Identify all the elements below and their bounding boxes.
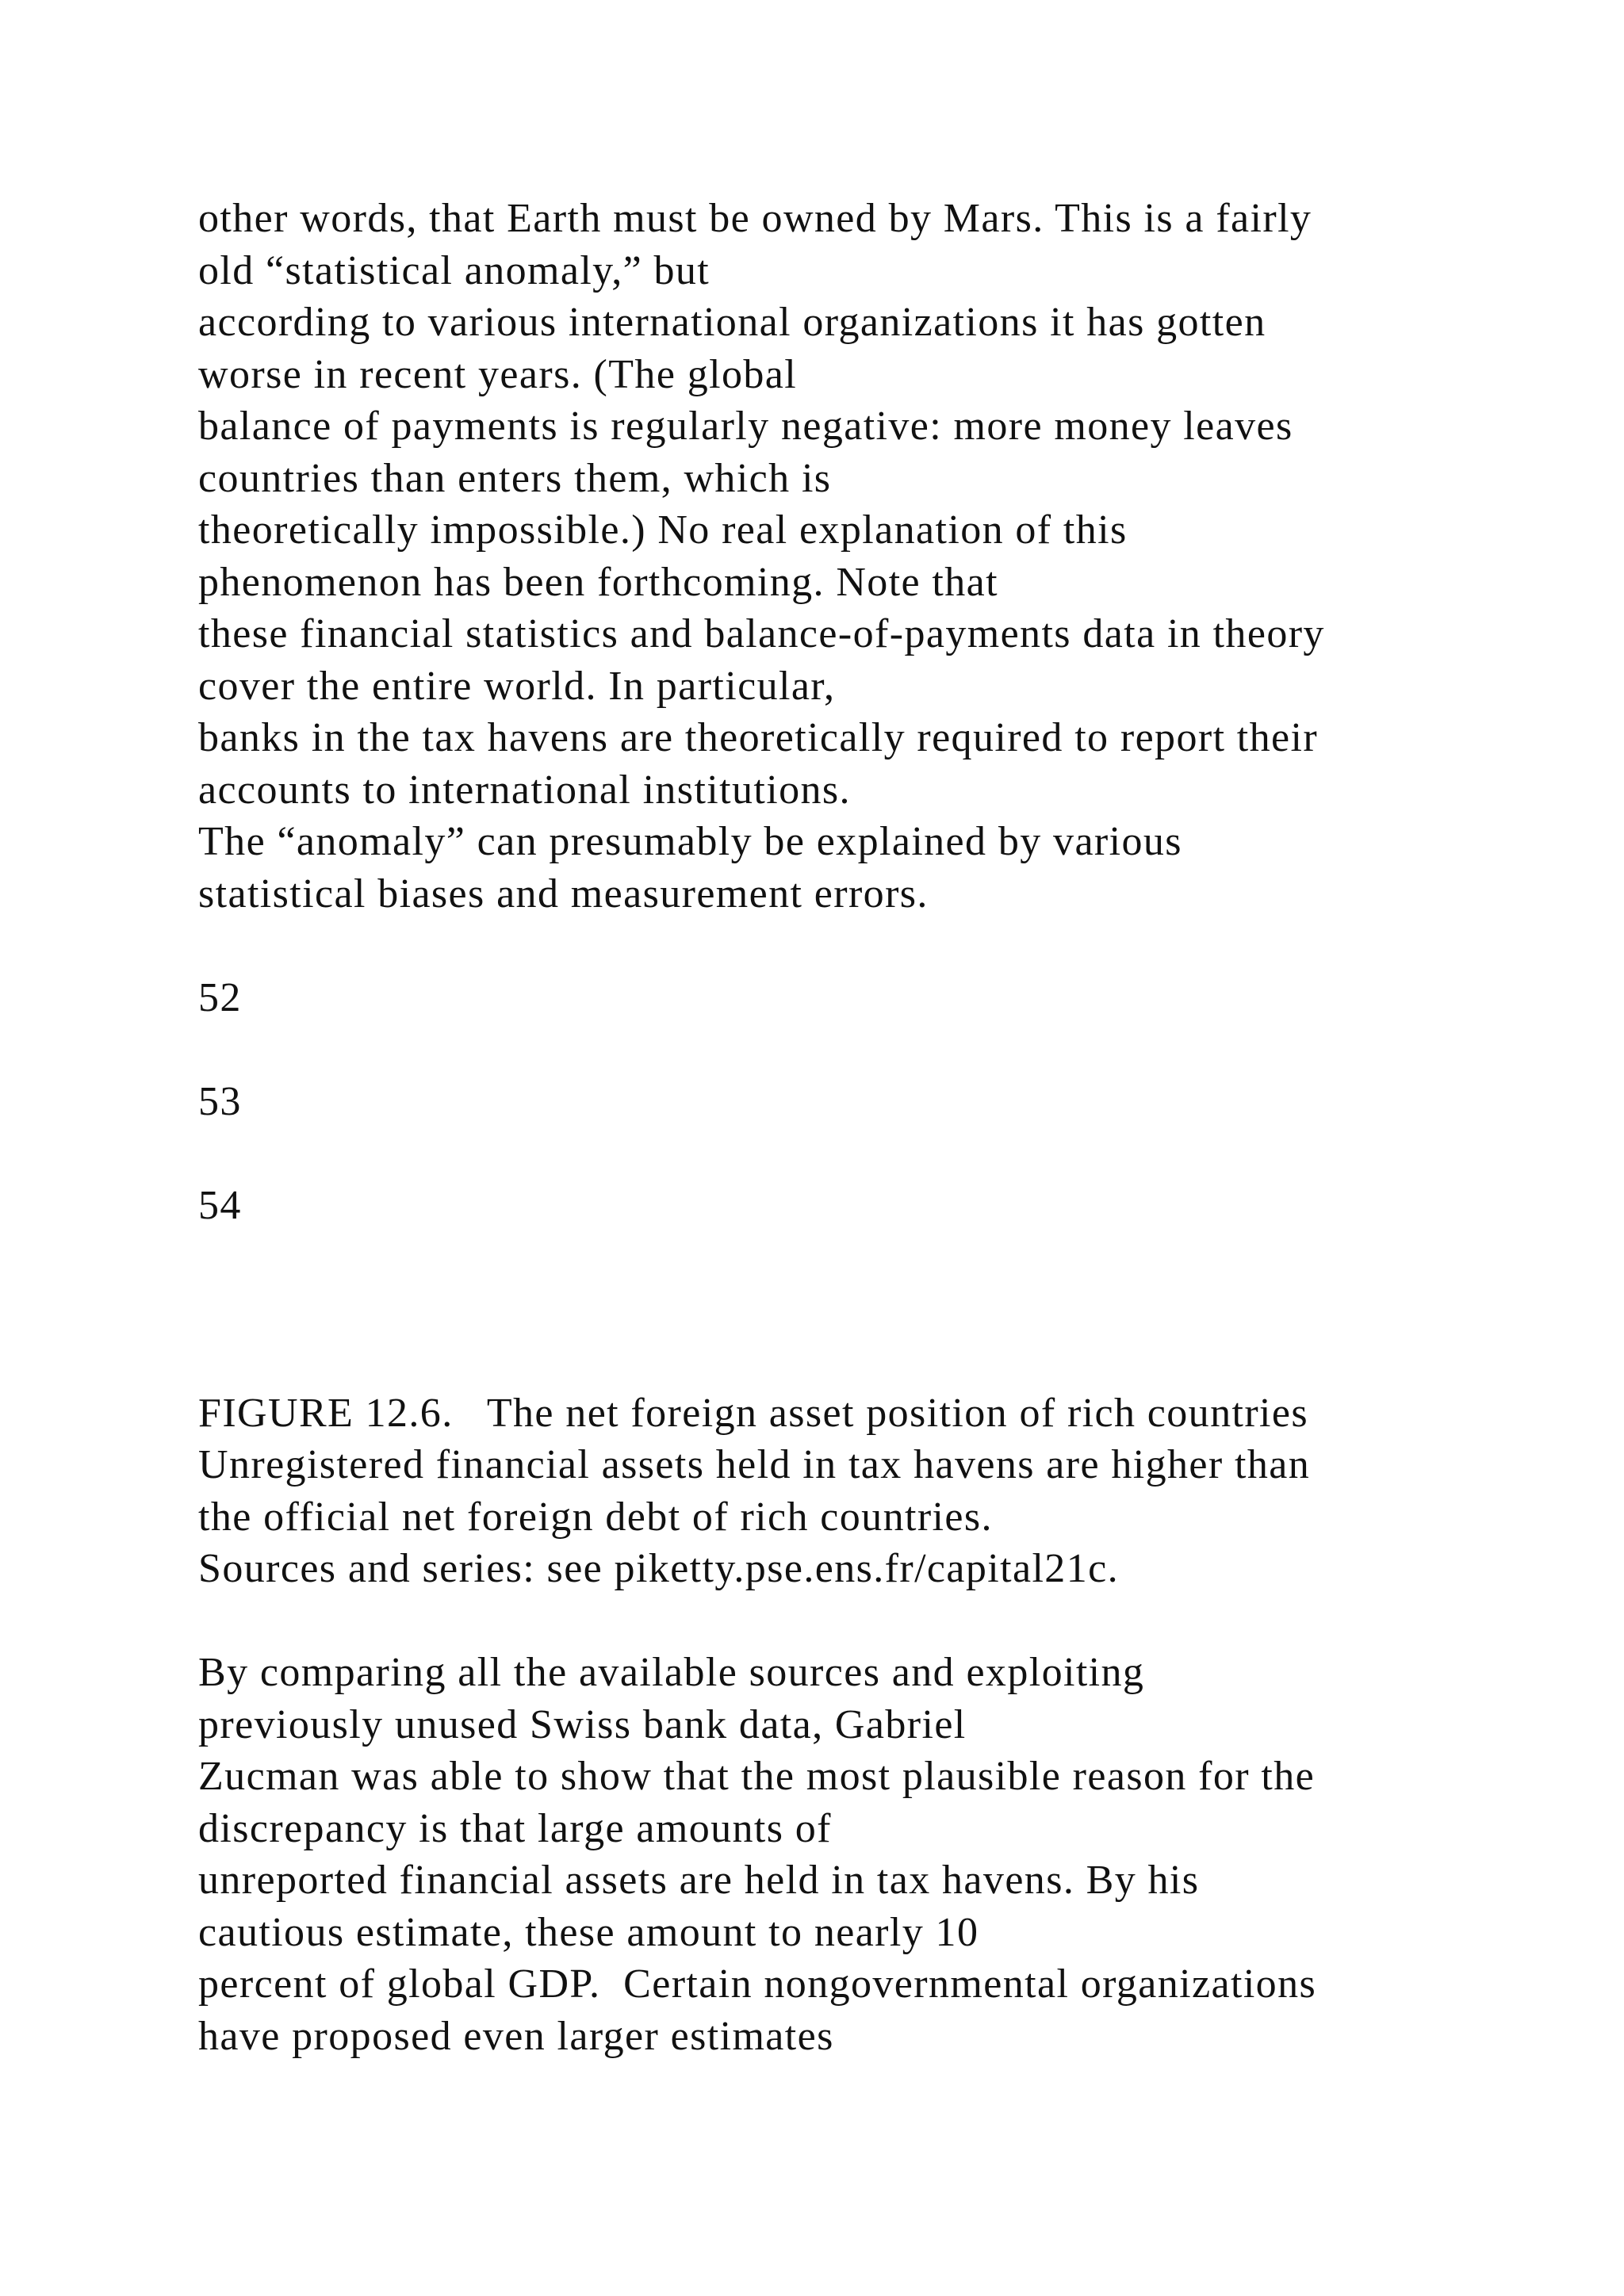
- text-line: balance of payments is regularly negative: more money leaves: [198, 404, 1293, 449]
- text-line: unreported financial assets are held in tax havens. By his: [198, 1858, 1200, 1903]
- footnote-number: 52: [198, 974, 242, 1020]
- figure-sources: Sources and series: see piketty.pse.ens.fr/capital21c.: [198, 1546, 1119, 1591]
- spacer: [198, 1231, 1435, 1387]
- figure-title: FIGURE 12.6. The net foreign asset position of rich countries: [198, 1390, 1309, 1436]
- text-line: discrepancy is that large amounts of: [198, 1805, 832, 1851]
- body-paragraph-1: [198, 193, 1435, 920]
- text-line: phenomenon has been forthcoming. Note that: [198, 559, 998, 605]
- footnote-number: 54: [198, 1182, 242, 1228]
- spacer: [198, 920, 1435, 972]
- text-line: Zucman was able to show that the most plausible reason for the: [198, 1754, 1316, 1799]
- text-line: old “statistical anomaly,” but: [198, 247, 710, 293]
- document-page: [198, 193, 1435, 2062]
- spacer: [198, 1127, 1435, 1180]
- text-line: these financial statistics and balance-of-payments data in theory: [198, 611, 1325, 656]
- spacer: [198, 1595, 1435, 1647]
- text-line: countries than enters them, which is: [198, 455, 832, 501]
- text-line: other words, that Earth must be owned by Mars. This is a fairly: [198, 196, 1312, 241]
- text-line: Unregistered financial assets held in tax havens are higher than: [198, 1442, 1311, 1487]
- figure-caption: [198, 1387, 1435, 1595]
- footnote-number: 53: [198, 1078, 242, 1124]
- spacer: [198, 1024, 1435, 1076]
- text-line: cautious estimate, these amount to nearly 10: [198, 1909, 979, 1955]
- text-line: according to various international organizations it has gotten: [198, 300, 1266, 345]
- text-line: theoretically impossible.) No real explanation of this: [198, 507, 1128, 553]
- footnote-number-list: [198, 972, 1435, 1232]
- text-line: The “anomaly” can presumably be explained by various: [198, 819, 1182, 864]
- text-line: percent of global GDP. Certain nongovernmental organizations: [198, 1961, 1317, 2007]
- text-line: banks in the tax havens are theoretically required to report their: [198, 715, 1319, 760]
- text-line: previously unused Swiss bank data, Gabriel: [198, 1701, 967, 1747]
- text-line: statistical biases and measurement errors.: [198, 871, 929, 916]
- text-line: worse in recent years. (The global: [198, 351, 798, 397]
- text-line: By comparing all the available sources and exploiting: [198, 1650, 1145, 1695]
- text-line: the official net foreign debt of rich countries.: [198, 1494, 993, 1540]
- text-line: cover the entire world. In particular,: [198, 663, 836, 709]
- text-line: accounts to international institutions.: [198, 767, 851, 813]
- body-paragraph-2: [198, 1647, 1435, 2062]
- text-line: have proposed even larger estimates: [198, 2013, 834, 2059]
